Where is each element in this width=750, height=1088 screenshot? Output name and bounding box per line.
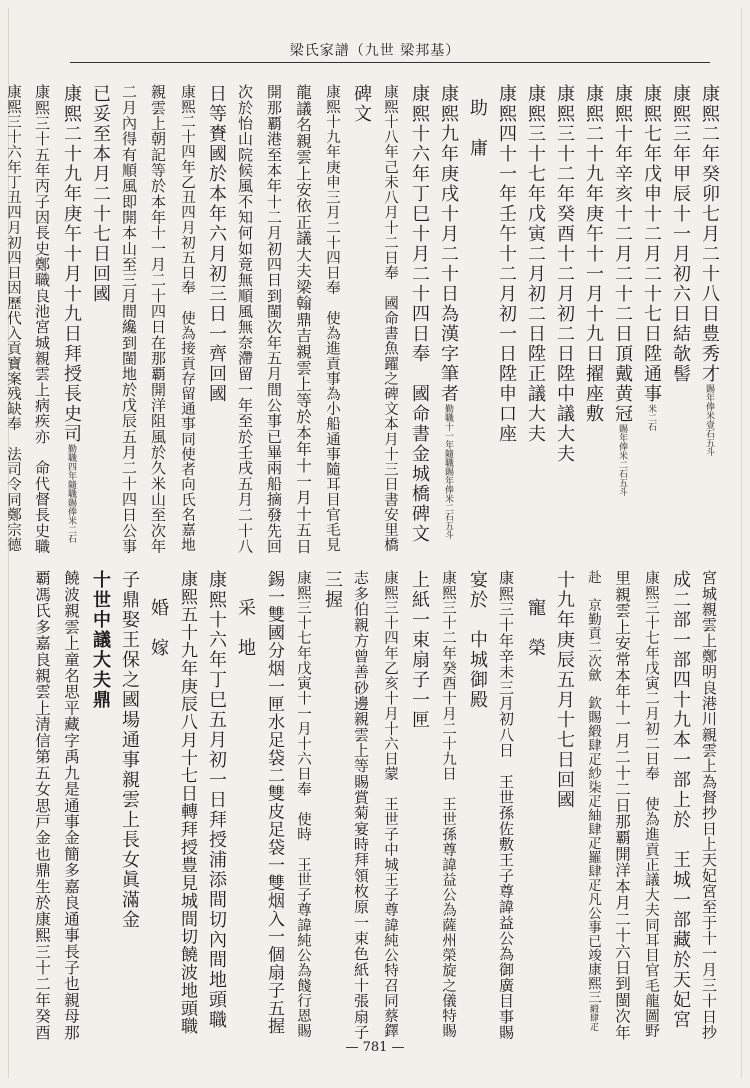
- text-column: 康熙三十四年乙亥十月十六日蒙 王世子中城王子尊諱純公特召同蔡鐸: [382, 570, 398, 1039]
- page-header: 梁氏家譜（九世 梁邦基）: [289, 43, 461, 59]
- text-column: 康熙十九年庚申三月二十四日奉 使為進貢事為小船通事隨耳目官毛見: [324, 84, 340, 553]
- text-column: 十九年庚辰五月十七日回國: [554, 570, 575, 810]
- interlinear-note: 緞肆疋: [588, 1004, 598, 1031]
- interlinear-note: 勤職十一年隨職賜: [443, 404, 453, 476]
- lower-register: [31, 570, 720, 1040]
- text-column: 次於怡山院候風不知何如竟無順風無奈滯留一年至於壬戌五月二十八: [236, 84, 254, 554]
- text-column: 龍議名親雲上安依正議大夫梁翰鼎吉親雲上等於本年十一月十五日: [294, 84, 312, 555]
- header-rule: [70, 62, 710, 63]
- text-column: 二月內得有順風即開本山至三月間纔到閩地於戊辰五月二十四日公事: [120, 84, 138, 554]
- text-column: 康熙三十二年癸酉十月二十九日 王世孫尊諱益公為薩州榮旋之儀特賜: [440, 570, 456, 1039]
- text-column: 康熙三十二年癸酉十二月初二日陞中議大夫: [554, 84, 575, 464]
- text-column: 康熙三十年辛未三月初八日 王世孫佐敷王子尊諱益公為御廣目事賜: [497, 570, 515, 1040]
- interlinear-note: 俸米二石: [66, 507, 76, 543]
- text-column: 康熙二十九年庚午十月十九日拜授長史司勤職四年隨職賜俸米二石: [61, 84, 82, 543]
- upper-register: [2, 84, 720, 554]
- text-column: 康熙三年甲辰十一月初六日結欹髻: [670, 84, 691, 384]
- text-column: 開那覇港至本年十二月初四日到閩次年五月間公事已畢兩船摘發先回: [265, 84, 283, 554]
- section-heading: 助 庸: [467, 98, 488, 158]
- text-column: 錫一雙國分烟一匣水足袋二雙皮足袋一雙烟入一個扇子五握: [264, 570, 284, 1036]
- text-column: 日等賚國於本年六月初三日一齊回國: [206, 84, 227, 404]
- text-column: 康熙十年辛亥十二月二十二日頂戴黄冠賜年俸米二石五斗: [612, 84, 633, 496]
- interlinear-note: 米二石: [646, 404, 656, 431]
- page-number: — 781 —: [345, 1040, 405, 1055]
- section-heading: 采 地: [235, 598, 256, 658]
- interlinear-note: 賜年俸米: [617, 424, 627, 460]
- text-column: 赴 京勤貢二次歛 欽賜緞肆疋紗柒疋紬肆疋羅肆疋凡公事已竣康熙三緞肆疋: [585, 570, 601, 1031]
- text-column: 康熙四十一年壬午十二月初一日陞申口座: [496, 84, 517, 444]
- text-column: 康熙十八年己未八月十二日奉 國命書魚躍之碑文本月十三日書安里橋: [382, 84, 398, 553]
- interlinear-note: 勤職四年隨職賜: [66, 444, 76, 507]
- text-column: 宮城親雲上鄭明良港川親雲上為督抄日上天妃宮至于十一月三十日抄: [700, 570, 718, 1040]
- interlinear-note: 賜年俸米壹石五斗: [704, 384, 714, 456]
- text-column: 志多伯親方曾善砂邊親雲上等賜賞菊宴時拜領枚原一束色紙十張扇子: [352, 570, 370, 1040]
- text-column: 康熙九年庚戌十月二十日為漢字筆者勤職十一年隨職賜年俸米二石五斗: [438, 84, 459, 539]
- section-heading: 寵 榮: [525, 598, 546, 658]
- section-heading: 婚 嫁: [148, 598, 169, 658]
- text-column: 三握: [322, 570, 343, 610]
- text-column: 康熙十六年丁巳五月初一日拜授浦添間切內間地頭職: [206, 570, 227, 1030]
- generation-heading: 十世中議大夫鼎: [90, 570, 111, 710]
- text-column: 已妥至本月二十七日回國: [90, 84, 111, 304]
- text-column: 成二部一部四十九本一部上於 王城一部藏於天妃宮: [670, 570, 691, 1030]
- text-column: 康熙二十九年庚午十一月十九日擢座敷: [583, 84, 604, 424]
- interlinear-note: 二石五斗: [617, 460, 627, 496]
- text-column: 康熙三十六年丁丑四月初四日因歷代入貢寶案残缺奉 法司令同鄭宗德: [5, 84, 21, 553]
- text-column: 康熙三十七年戊寅十一月十六日奉 使時 王世子尊諱純公為餞行恩賜: [295, 570, 311, 1039]
- text-column: 碑文: [351, 84, 372, 124]
- text-column: 康熙七年戊申十二月二十七日陞通事米二石: [641, 84, 662, 431]
- text-column: 里親雲上安常本年十一月二十二日那覇開洋本月二十六日到閩次年: [613, 570, 631, 1041]
- text-column: 康熙二年癸卯七月二十八日豊秀才賜年俸米壹石五斗: [699, 84, 720, 456]
- text-column: 康熙三十七年戊寅二月初二日陞正議大夫: [525, 84, 546, 444]
- text-column: 饒波親雲上童名思平藏字禹九是通事金簡多嘉良通事長子也親母那: [62, 570, 80, 1041]
- text-column: 上紙一束扇子一匣: [409, 570, 430, 730]
- text-column: 親雲上朝記等於本年十一月二十四日在那覇開洋阻風於久米山至次年: [149, 84, 167, 554]
- text-column: 康熙五十九年庚辰八月十七日轉拜授豊見城間切饒波地頭職: [177, 570, 197, 1036]
- text-column: 子鼎娶王保之國場通事親雲上長女眞滿金: [119, 570, 140, 930]
- text-column: 康熙三十七年戊寅二月初二日奉 使為進貢正議大夫同耳目官毛龍圖野: [643, 570, 659, 1039]
- text-column: 覇馮氏多嘉良親雲上清信第五女思戸金也鼎生於康熙三十二年癸酉: [33, 570, 51, 1041]
- text-column: 康熙十六年丁巳十月二十四日奉 國命書金城橋碑文: [409, 84, 430, 544]
- text-column: 康熙二十四年乙丑四月初五日奉 使為接貢存留通事同使者向氏名嘉地: [179, 84, 195, 553]
- text-column: 康熙三十五年丙子因長史鄭職良池宮城親雲上病疾亦 命代督長史職: [33, 84, 51, 554]
- interlinear-note: 年俸米二石五斗: [443, 476, 453, 539]
- text-column: 宴於 中城御殿: [467, 570, 488, 710]
